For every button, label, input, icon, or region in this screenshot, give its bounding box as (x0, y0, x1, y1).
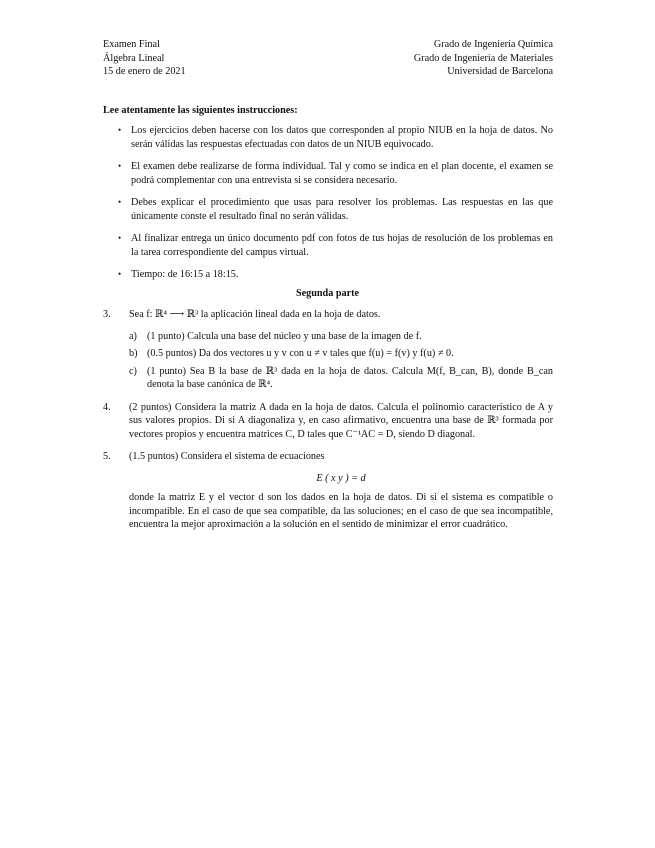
problem-continuation: donde la matriz E y el vector d son los dados en la hoja de datos. Di si el sistema es compatible o incompatible. En el caso de que sea compatible, da las soluciones; en el caso de que sea incompatible, encuentra la mejor aproximación a la solución en el sentido de minimizar el error cuadrático. (129, 492, 553, 530)
problem-number: 3. (103, 309, 111, 320)
instruction-text: Los ejercicios deben hacerse con los datos que corresponden al propio NIUB en la hoja de datos. No serán válidas las respuestas efectuadas con datos de un NIUB equivocado. (131, 125, 553, 150)
part-title: Segunda parte (295, 288, 360, 299)
subitem-label: b) (129, 348, 138, 359)
list-item (103, 196, 553, 223)
bullet-icon: • (118, 197, 122, 207)
exam-type: Examen Final (103, 39, 160, 50)
exam-date: 15 de enero de 2021 (103, 66, 186, 77)
bullet-icon: • (118, 269, 122, 279)
subject: Álgebra Lineal (103, 52, 165, 64)
subitem-b (129, 347, 553, 361)
header-right (414, 38, 553, 79)
instruction-text: Al finalizar entrega un único documento pdf con fotos de tus hojas de resolución de los problemas en la tarea correspondiente del campus virtual. (131, 233, 553, 258)
problem-5 (103, 450, 553, 532)
list-item (103, 160, 553, 187)
equation-text: E ( x y ) = d (316, 472, 366, 484)
subitem-c (129, 365, 553, 392)
header-left (103, 38, 186, 79)
problem-statement: Sea f: ℝ⁴ ⟶ ℝ³ la aplicación lineal dada en la hoja de datos. (129, 309, 381, 320)
subitem-a (129, 330, 553, 344)
instruction-text: Tiempo: de 16:15 a 18:15. (131, 269, 239, 280)
degree-1: Grado de Ingeniería Química (433, 39, 553, 50)
list-item (103, 124, 553, 151)
problem-statement: (1.5 puntos) Considera el sistema de ecuaciones (129, 451, 325, 462)
subitem-text: (1 punto) Calcula una base del núcleo y una base de la imagen de f. (147, 330, 422, 342)
equation (129, 472, 553, 486)
university: Universidad de Barcelona (447, 66, 553, 77)
problems-list (103, 308, 553, 541)
degree-2: Grado de Ingeniería de Materiales (413, 52, 553, 64)
bullet-icon: • (118, 233, 122, 243)
problem-statement: (2 puntos) Considera la matriz A dada en la hoja de datos. Calcula el polinomio característico de A y sus valores propios. Di si A diagonaliza y, en caso afirmativo, encuentra una base de ℝ³ formada por vectores propios y encuentra matrices C, D tales que C⁻¹AC = D, siendo D diagonal. (129, 401, 553, 440)
subitem-text: (0.5 puntos) Da dos vectores u y v con u ≠ v tales que f(u) = f(v) y f(u) ≠ 0. (147, 348, 454, 359)
problem-subitems (129, 330, 553, 392)
instructions-list (103, 124, 553, 291)
list-item (103, 232, 553, 259)
bullet-icon: • (118, 161, 122, 171)
subitem-label: a) (129, 330, 137, 342)
bullet-icon: • (118, 125, 122, 135)
subitem-text: (1 punto) Sea B la base de ℝ³ dada en la hoja de datos. Calcula M(f, B_can, B), donde B_can denota la base canónica de ℝ⁴. (147, 365, 553, 390)
problem-3 (103, 308, 553, 392)
instructions-title: Lee atentamente las siguientes instrucciones: (103, 105, 298, 116)
subitem-label: c) (129, 365, 137, 377)
problem-number: 5. (103, 451, 111, 462)
instruction-text: Debes explicar el procedimiento que usas para resolver los problemas. Las respuestas en las que únicamente conste el resultado final no serán válidas. (131, 197, 553, 222)
problem-number: 4. (103, 401, 111, 413)
instruction-text: El examen debe realizarse de forma individual. Tal y como se indica en el plan docente, el examen se podrá complementar con una entrevista si se considera necesario. (131, 161, 553, 186)
problem-4 (103, 401, 553, 442)
list-item (103, 268, 553, 282)
